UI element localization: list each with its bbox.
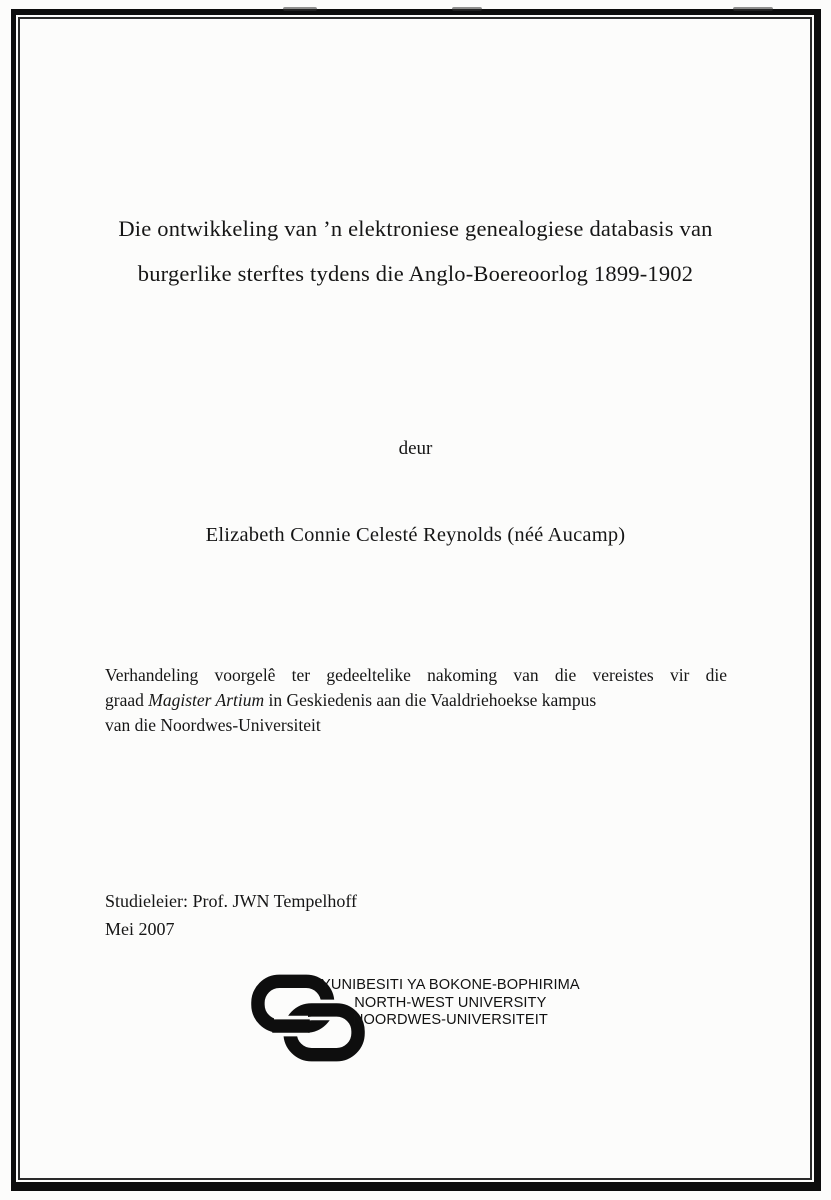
- supervisor-block: [105, 888, 357, 943]
- byline-label: deur: [398, 438, 433, 459]
- university-logo-text: [321, 977, 580, 1030]
- submission-statement: [105, 663, 727, 738]
- statement-line1: Verhandeling voorgelê ter gedeeltelike nakoming van die vereistes vir die: [105, 665, 727, 685]
- author-name: Elizabeth Connie Celesté Reynolds (néé Aucamp): [205, 524, 626, 546]
- scan-artifact: [283, 7, 317, 11]
- date-line: Mei 2007: [105, 918, 175, 939]
- statement-line2-pre: graad: [105, 690, 149, 710]
- degree-name: Magister Artium: [148, 690, 265, 710]
- statement-line3: van die Noordwes-Universiteit: [105, 715, 321, 735]
- scan-artifact: [452, 7, 482, 11]
- scan-artifact: [733, 7, 773, 11]
- logo-line-afrikaans: NOORDWES-UNIVERSITEIT: [352, 1012, 548, 1028]
- university-logo: [249, 968, 580, 1064]
- logo-line-english: NORTH-WEST UNIVERSITY: [354, 994, 547, 1011]
- supervisor-line: Studieleier: Prof. JWN Tempelhoff: [105, 891, 358, 911]
- statement-line2-post: in Geskiedenis aan die Vaaldriehoekse kampus: [264, 690, 597, 710]
- thesis-title-line1: Die ontwikkeling van ’n elektroniese genealogiese databasis van: [118, 216, 713, 241]
- statement-line2: [105, 688, 727, 713]
- thesis-title-line2: burgerlike sterftes tydens die Anglo-Boereoorlog 1899-1902: [137, 261, 694, 286]
- logo-line-setswana: YUNIBESITI YA BOKONE-BOPHIRIMA: [321, 977, 580, 993]
- thesis-title: [60, 206, 771, 296]
